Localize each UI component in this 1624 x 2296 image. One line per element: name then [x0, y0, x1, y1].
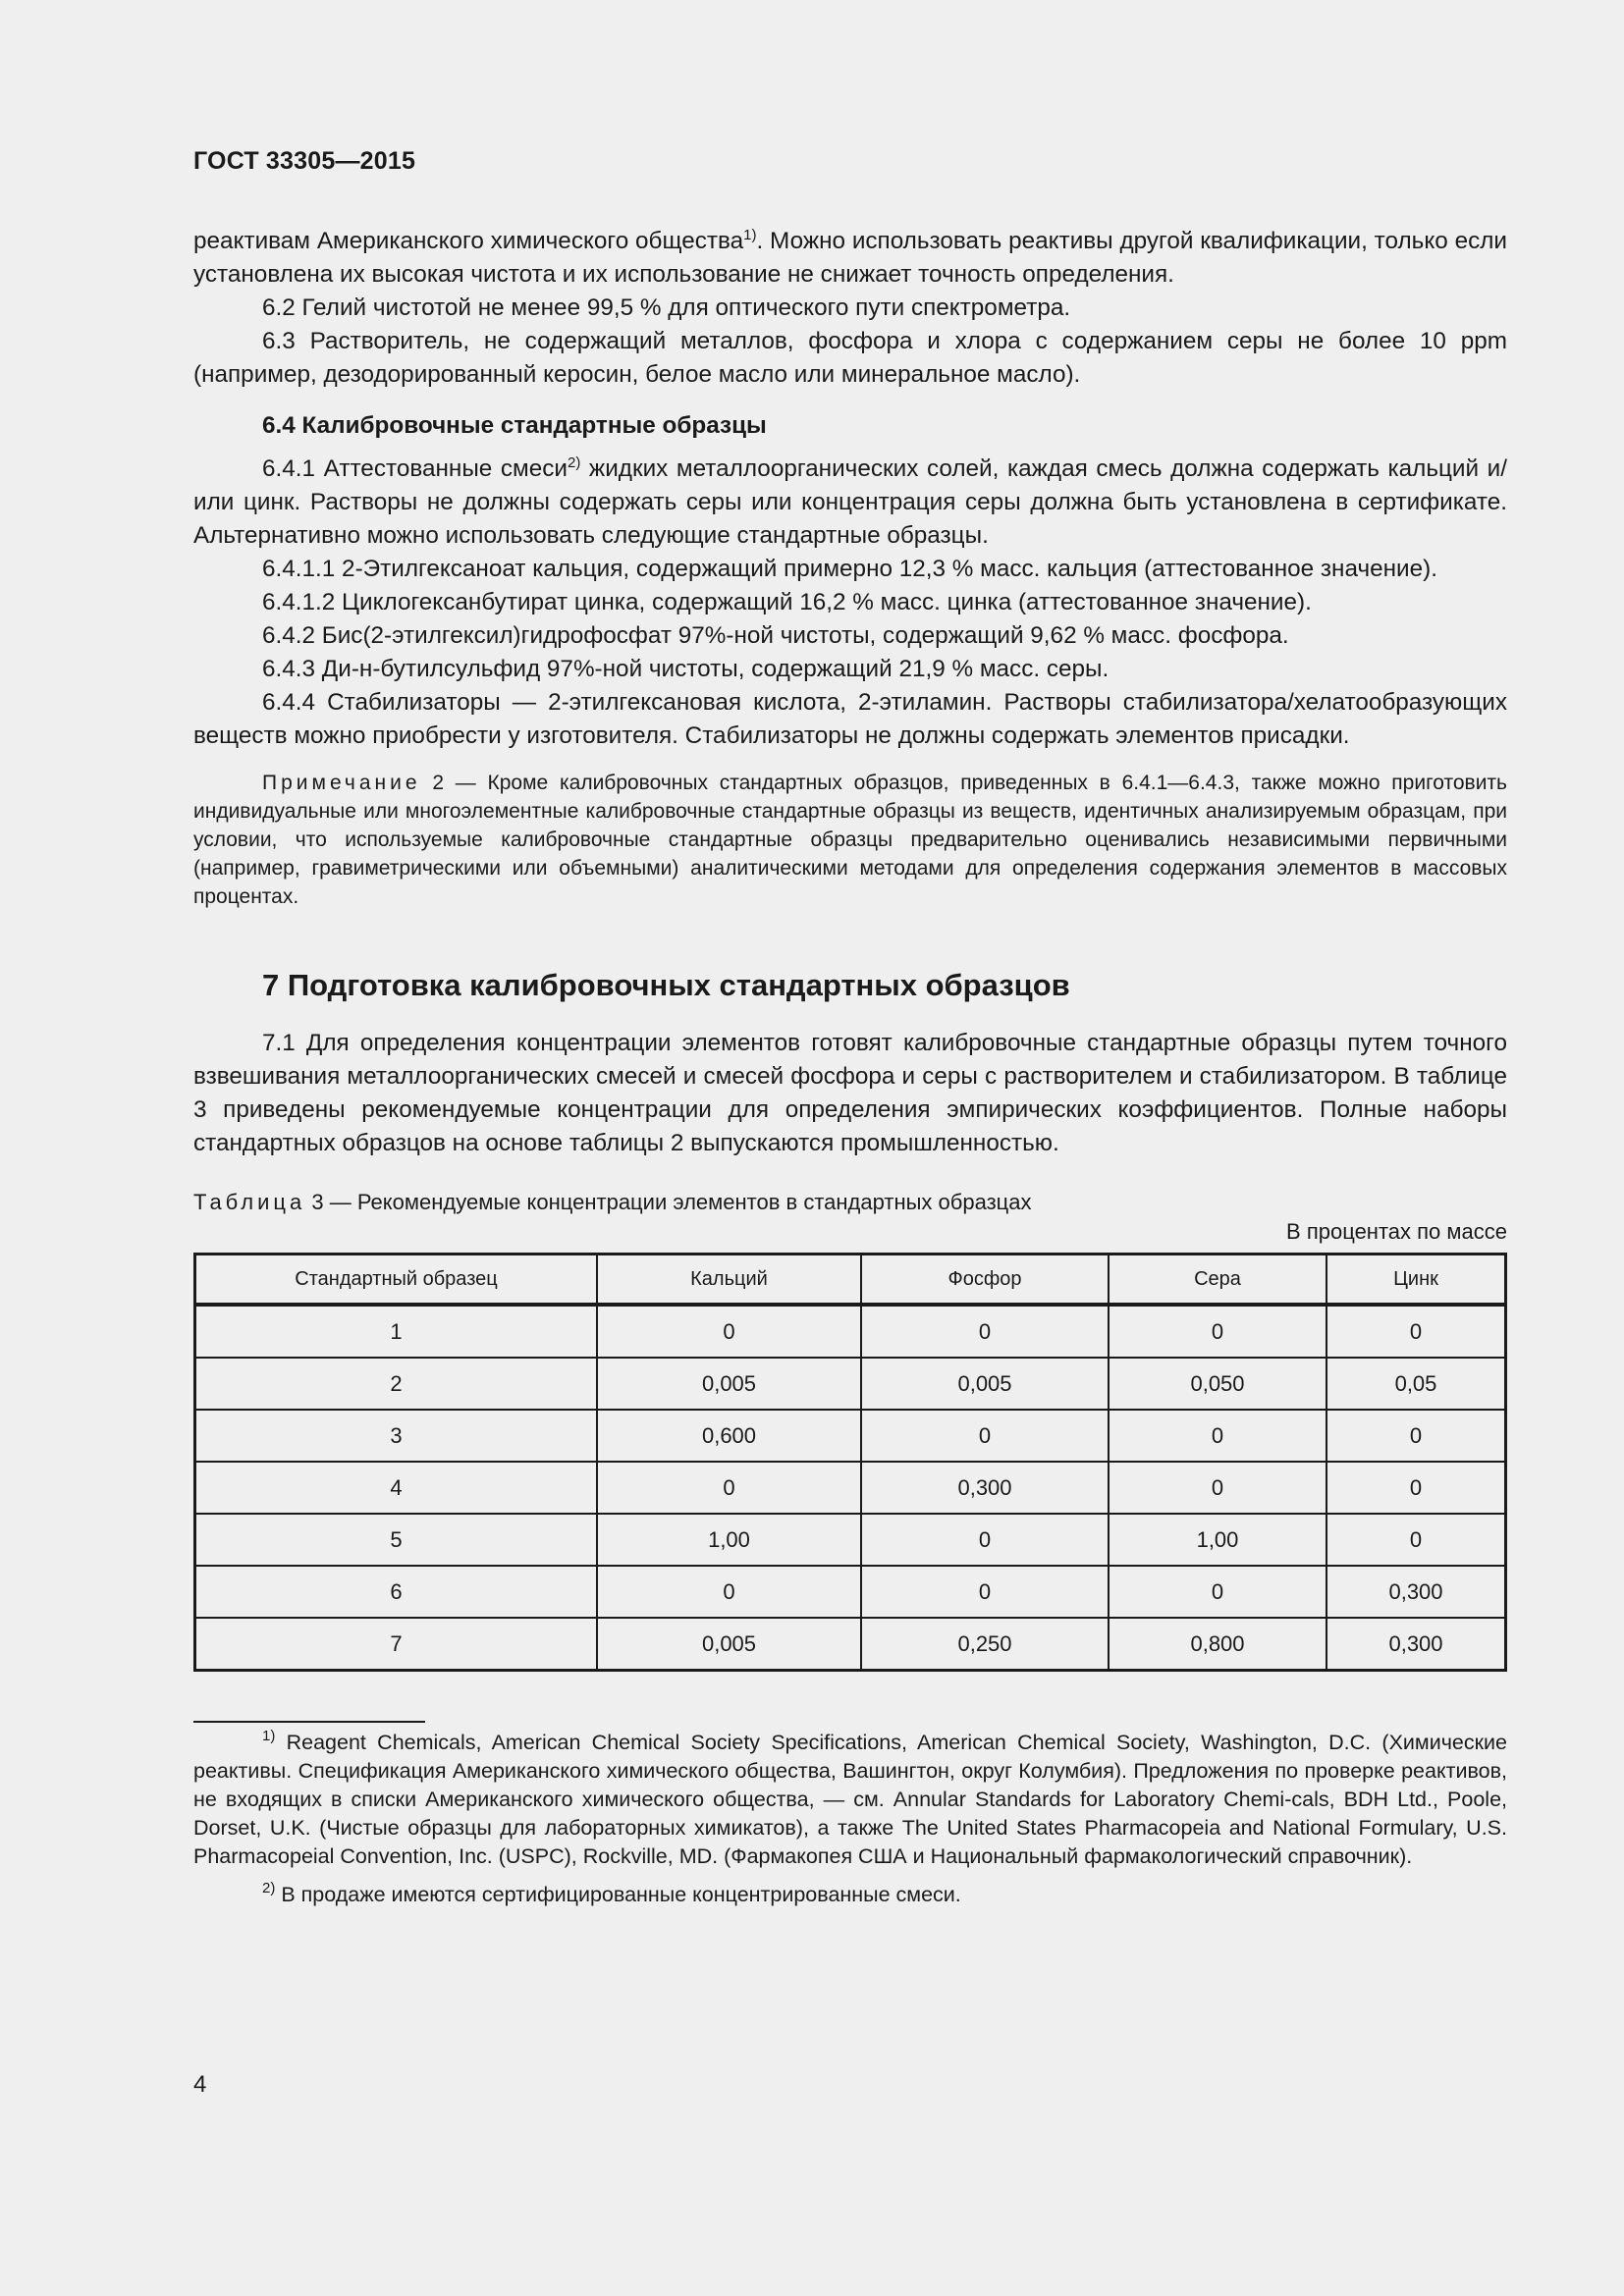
table-cell: 0: [1109, 1462, 1326, 1514]
table-cell: 0: [597, 1305, 861, 1358]
table-cell: 2: [195, 1358, 598, 1410]
heading-6-4: 6.4 Калибровочные стандартные образцы: [262, 412, 767, 439]
table-cell: 0: [861, 1305, 1109, 1358]
heading-section-7: 7 Подготовка калибровочных стандартных образцов: [262, 968, 1070, 1002]
table-cell: 0,800: [1109, 1618, 1326, 1671]
page-number: 4: [193, 2071, 207, 2098]
table-row: [195, 1462, 1506, 1514]
table-cell: 6: [195, 1566, 598, 1618]
footnote-2-text: В продаже имеются сертифицированные концентрированные смеси.: [275, 1883, 961, 1906]
table-cell: 0: [1326, 1410, 1506, 1462]
table-cell: 0: [1109, 1305, 1326, 1358]
footnote-mark-1: 1): [262, 1728, 276, 1744]
table-cell: 0: [597, 1566, 861, 1618]
footnote-1-text: Reagent Chemicals, American Chemical Society Specifications, American Chemical Society, Washington, D.C. (Химические реактивы. Спецификация Американского химического общества, Вашингтон, округ Колумбия). Предложения по проверке реактивов, не входящих в списки Американского химического общества, — см. Annular Standards for Laboratory Chemi-cals, BDH Ltd., Poole, Dorset, U.K. (Чистые образцы для лабораторных химикатов), а также The United States Pharmacopeia and National Formulary, U.S. Pharmacopeial Convention, Inc. (USPC), Rockville, MD. (Фармакопея США и Национальный фармакологический справочник).: [193, 1731, 1507, 1868]
paragraph-6-4-1: [193, 453, 1507, 553]
table-cell: 0,250: [861, 1618, 1109, 1671]
table-row: [195, 1618, 1506, 1671]
table-cell: 3: [195, 1410, 598, 1462]
column-header: Сера: [1109, 1255, 1326, 1306]
table-units: В процентах по массе: [1286, 1219, 1507, 1244]
paragraph-7-1: 7.1 Для определения концентрации элементов готовят калибровочные стандартные образцы путем точного взвешивания металлоорганических смесей и смесей фосфора и серы с растворителем и стабилизатором. В таблице 3 приведены рекомендуемые концентрации для определения эмпирических коэффициентов. Полные наборы стандартных образцов на основе таблицы 2 выпускаются промышленностью.: [193, 1030, 1507, 1156]
table-cell: 0: [1326, 1305, 1506, 1358]
paragraph-reagents: [193, 225, 1507, 292]
table-cell: 0,050: [1109, 1358, 1326, 1410]
concentration-table: [193, 1253, 1507, 1672]
footnote-ref-1: 1): [743, 227, 757, 243]
table-cell: 0,300: [1326, 1566, 1506, 1618]
table-cell: 1,00: [597, 1514, 861, 1566]
table-caption: [193, 1188, 1507, 1217]
standard-designation: ГОСТ 33305—2015: [193, 147, 416, 175]
paragraph-6-3: 6.3 Растворитель, не содержащий металлов, фосфора и хлора с содержанием серы не более 10 ppm (например, дезодорированный керосин, белое масло или минеральное масло).: [193, 328, 1507, 388]
footnote-mark-2: 2): [262, 1880, 276, 1896]
footnote-1: [193, 1729, 1507, 1871]
table-cell: 0: [861, 1566, 1109, 1618]
column-header: Стандартный образец: [195, 1255, 598, 1306]
table-cell: 0: [1109, 1566, 1326, 1618]
paragraph-6-4-2: 6.4.2 Бис(2-этилгексил)гидрофосфат 97%-ной чистоты, содержащий 9,62 % масс. фосфора.: [262, 622, 1289, 649]
table-row: [195, 1514, 1506, 1566]
table-cell: 0: [1109, 1410, 1326, 1462]
table-cell: 4: [195, 1462, 598, 1514]
table-cell: 0,005: [597, 1358, 861, 1410]
footnote-2: [193, 1881, 1507, 1909]
table-cell: 0: [861, 1514, 1109, 1566]
paragraph-6-2: 6.2 Гелий чистотой не менее 99,5 % для оптического пути спектрометра.: [262, 294, 1071, 321]
table-row: [195, 1305, 1506, 1358]
note-text: 2 — Кроме калибровочных стандартных образцов, приведенных в 6.4.1—6.4.3, также можно приготовить индивидуальные или многоэлементные калибровочные стандартные образцы из веществ, идентичных анализируемым образцам, при условии, что используемые калибровочные стандартные образцы предварительно оценивались независимыми первичными (например, гравиметрическими или объемными) аналитическими методами для определения содержания элементов в массовых процентах.: [193, 772, 1507, 908]
column-header: Кальций: [597, 1255, 861, 1306]
table-caption-label: Таблица: [193, 1190, 306, 1214]
table-caption-text: 3 — Рекомендуемые концентрации элементов в стандартных образцах: [305, 1190, 1032, 1214]
table-cell: 0,300: [861, 1462, 1109, 1514]
note-label: Примечание: [262, 772, 421, 794]
table-cell: 0,300: [1326, 1618, 1506, 1671]
column-header: Цинк: [1326, 1255, 1506, 1306]
text-segment: . Можно использовать реактивы другой квалификации, только если установлена их высокая чистота и их использование не снижает точность определения.: [193, 228, 1507, 288]
text-segment: реактивам Американского химического общества: [193, 228, 744, 254]
table-cell: 5: [195, 1514, 598, 1566]
table-row: [195, 1566, 1506, 1618]
table-cell: 0: [1326, 1462, 1506, 1514]
table-cell: 0: [861, 1410, 1109, 1462]
table-cell: 1,00: [1109, 1514, 1326, 1566]
note-2: [193, 769, 1507, 911]
footnote-separator: [193, 1721, 425, 1723]
page-content: [193, 147, 1507, 1909]
table-cell: 0,005: [597, 1618, 861, 1671]
table-cell: 0: [1326, 1514, 1506, 1566]
table-row: [195, 1410, 1506, 1462]
table-cell: 0: [597, 1462, 861, 1514]
text-segment: жидких металлоорганических солей, каждая смесь должна содержать кальций и/или цинк. Растворы не должны содержать серы или концентрация серы должна быть установлена в сертификате. Альтернативно можно использовать следующие стандартные образцы.: [193, 455, 1507, 549]
column-header: Фосфор: [861, 1255, 1109, 1306]
table-row: [195, 1358, 1506, 1410]
table-cell: 0,600: [597, 1410, 861, 1462]
paragraph-6-4-1-2: 6.4.1.2 Циклогексанбутират цинка, содержащий 16,2 % масс. цинка (аттестованное значение).: [262, 589, 1312, 615]
footnote-ref-2: 2): [567, 454, 581, 471]
paragraph-6-4-1-1: 6.4.1.1 2-Этилгексаноат кальция, содержащий примерно 12,3 % масс. кальция (аттестованное значение).: [262, 556, 1437, 582]
paragraph-6-4-4: 6.4.4 Стабилизаторы — 2-этилгексановая кислота, 2-этиламин. Растворы стабилизатора/хелатообразующих веществ можно приобрести у изготовителя. Стабилизаторы не должны содержать элементов присадки.: [193, 689, 1507, 749]
table-header-row: [195, 1255, 1506, 1306]
text-segment: 6.4.1 Аттестованные смеси: [262, 455, 568, 482]
table-cell: 7: [195, 1618, 598, 1671]
table-cell: 0,05: [1326, 1358, 1506, 1410]
table-cell: 0,005: [861, 1358, 1109, 1410]
paragraph-6-4-3: 6.4.3 Ди-н-бутилсульфид 97%-ной чистоты, содержащий 21,9 % масс. серы.: [262, 656, 1110, 682]
table-cell: 1: [195, 1305, 598, 1358]
